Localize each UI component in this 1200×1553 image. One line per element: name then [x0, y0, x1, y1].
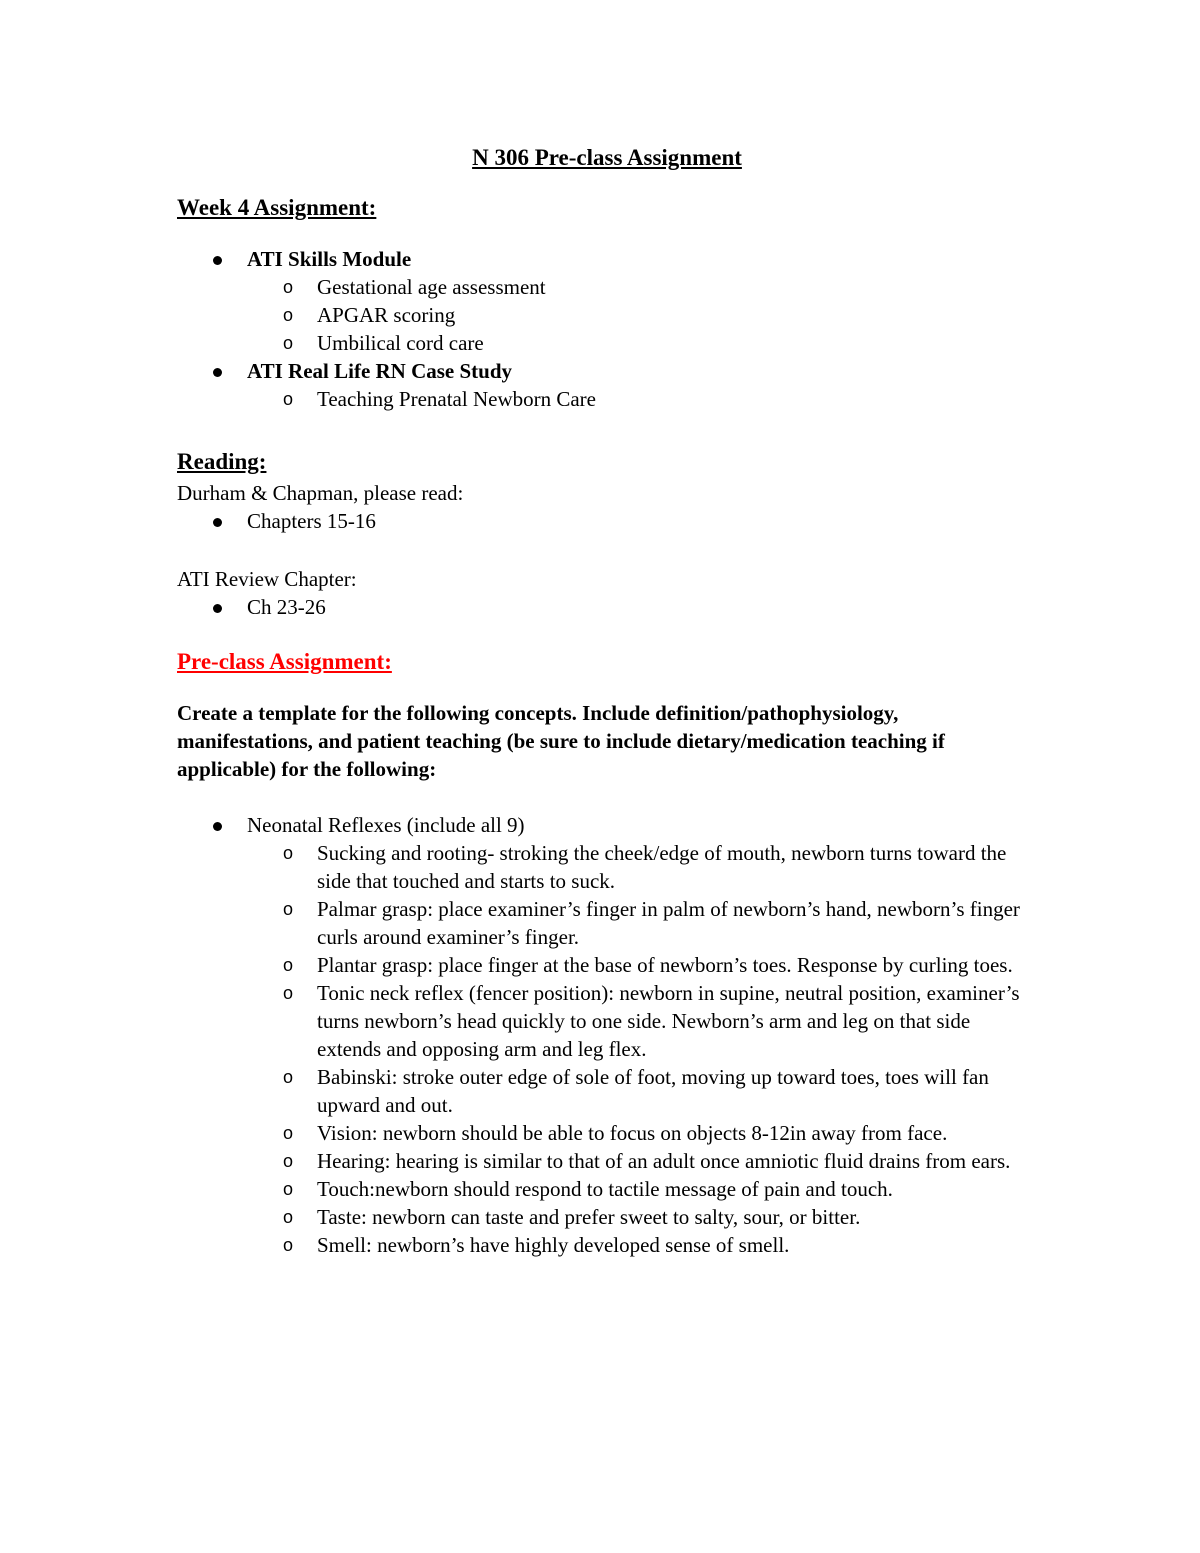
reflex-item: [247, 1119, 1037, 1147]
page-title: N 306 Pre-class Assignment: [472, 145, 742, 170]
week-assignment-list: [177, 245, 1037, 413]
sub-list-item: [247, 329, 1037, 357]
bullet-icon: [213, 822, 222, 831]
item-label: Ch 23-26: [247, 595, 326, 619]
sub-list-item: [247, 273, 1037, 301]
list-item: [177, 357, 1037, 413]
bullet-icon: [213, 518, 222, 527]
item-label: Neonatal Reflexes (include all 9): [247, 813, 525, 837]
hollow-bullet-icon: o: [283, 955, 294, 975]
hollow-bullet-icon: o: [283, 983, 294, 1003]
list-item: [177, 593, 1037, 621]
hollow-bullet-icon: o: [283, 1235, 294, 1255]
item-label: ATI Real Life RN Case Study: [247, 359, 513, 383]
hollow-bullet-icon: o: [283, 305, 294, 325]
sub-list-item: [247, 385, 1037, 413]
reflex-item: [247, 1203, 1037, 1231]
hollow-bullet-icon: o: [283, 333, 294, 353]
reflex-item: [247, 1175, 1037, 1203]
reflex-text: Plantar grasp: place finger at the base of newborn’s toes. Response by curling toes.: [317, 953, 1013, 977]
list-item: [177, 507, 1037, 535]
reflex-item: [247, 979, 1037, 1063]
hollow-bullet-icon: o: [283, 1179, 294, 1199]
sub-item-text: Umbilical cord care: [317, 331, 484, 355]
reflex-text: Smell: newborn’s have highly developed sense of smell.: [317, 1233, 790, 1257]
week-heading: Week 4 Assignment:: [177, 195, 377, 220]
sub-item-text: Teaching Prenatal Newborn Care: [317, 387, 596, 411]
hollow-bullet-icon: o: [283, 1067, 294, 1087]
hollow-bullet-icon: o: [283, 1151, 294, 1171]
sub-item-text: Gestational age assessment: [317, 275, 546, 299]
reflex-text: Babinski: stroke outer edge of sole of foot, moving up toward toes, toes will fan upward and out.: [317, 1065, 989, 1117]
hollow-bullet-icon: o: [283, 277, 294, 297]
sub-list: [247, 273, 1037, 357]
reflex-text: Tonic neck reflex (fencer position): newborn in supine, neutral position, examiner’s turns newborn’s head quickly to one side. Newborn’s arm and leg on that side extends and opposing arm and leg flex.: [317, 981, 1020, 1061]
bullet-icon: [213, 256, 222, 265]
reflex-list: [247, 839, 1037, 1259]
list-item: [177, 811, 1037, 1259]
hollow-bullet-icon: o: [283, 843, 294, 863]
bullet-icon: [213, 604, 222, 613]
reflex-text: Vision: newborn should be able to focus on objects 8-12in away from face.: [317, 1121, 948, 1145]
reflex-text: Sucking and rooting- stroking the cheek/edge of mouth, newborn turns toward the side that touched and starts to suck.: [317, 841, 1007, 893]
reflex-text: Hearing: hearing is similar to that of an adult once amniotic fluid drains from ears.: [317, 1149, 1011, 1173]
hollow-bullet-icon: o: [283, 389, 294, 409]
preclass-heading: Pre-class Assignment:: [177, 649, 392, 674]
reflex-item: [247, 951, 1037, 979]
reflex-text: Touch:newborn should respond to tactile message of pain and touch.: [317, 1177, 893, 1201]
sub-item-text: APGAR scoring: [317, 303, 456, 327]
reading-heading: Reading:: [177, 449, 267, 474]
preclass-instruction: Create a template for the following concepts. Include definition/pathophysiology, manifestations, and patient teaching (be sure to include dietary/medication teaching if applicable) for the following:: [177, 701, 945, 781]
reflex-item: [247, 1231, 1037, 1259]
reflex-item: [247, 839, 1037, 895]
bullet-icon: [213, 368, 222, 377]
review-label: ATI Review Chapter:: [177, 567, 357, 591]
reflex-text: Palmar grasp: place examiner’s finger in palm of newborn’s hand, newborn’s finger curls around examiner’s finger.: [317, 897, 1020, 949]
hollow-bullet-icon: o: [283, 1123, 294, 1143]
item-label: Chapters 15-16: [247, 509, 376, 533]
reflex-item: [247, 895, 1037, 951]
sub-list: [247, 385, 1037, 413]
item-label: ATI Skills Module: [247, 247, 412, 271]
reading-list: [177, 507, 1037, 535]
hollow-bullet-icon: o: [283, 899, 294, 919]
reflex-text: Taste: newborn can taste and prefer sweet to salty, sour, or bitter.: [317, 1205, 861, 1229]
reflex-item: [247, 1063, 1037, 1119]
reading-intro: Durham & Chapman, please read:: [177, 481, 464, 505]
list-item: [177, 245, 1037, 357]
hollow-bullet-icon: o: [283, 1207, 294, 1227]
sub-list-item: [247, 301, 1037, 329]
topic-list: [177, 811, 1037, 1259]
document-content: [177, 141, 1037, 1259]
reflex-item: [247, 1147, 1037, 1175]
review-list: [177, 593, 1037, 621]
